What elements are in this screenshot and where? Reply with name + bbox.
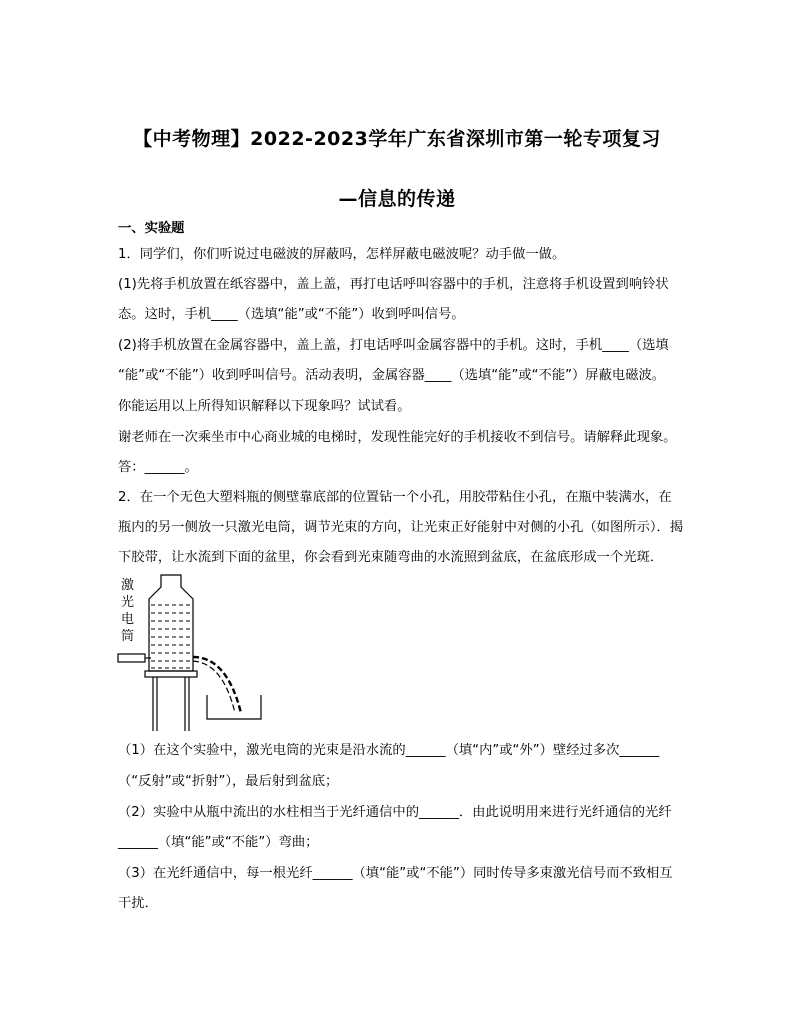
q2-line-1: 2．在一个无色大塑料瓶的侧壁靠底部的位置钻一个小孔，用胶带粘住小孔，在瓶中装满水，在 [118,490,672,505]
q1-line-5: “能”或“不能”）收到呼叫信号。活动表明，金属容器____（选填“能”或“不能”）屏蔽电磁波。 [118,368,666,383]
q1-line-7: 谢老师在一次乘坐市中心商业城的电梯时，发现性能完好的手机接收不到信号。请解释此现象。 [118,430,677,445]
q2-sub1-line-a: （1）在这个实验中，激光电筒的光束是沿水流的______（填“内”或“外”）壁经过多次______ [118,743,660,758]
q2-sub2-line-b: ______（填“能”或“不能”）弯曲； [118,835,319,850]
figure-label-char: 激 [121,578,135,593]
q1-line-3: 态。这时，手机____（选填“能”或“不能”）收到呼叫信号。 [118,307,465,322]
figure-label-char: 电 [121,612,135,627]
section-heading: 一、实验题 [118,221,185,236]
stand-top [145,671,197,677]
document-title-line2: —信息的传递 [338,188,456,210]
document-title-line1: 【中考物理】2022-2023学年广东省深圳市第一轮专项复习 [133,128,661,150]
figure-label [121,577,137,645]
figure-label-char: 光 [121,595,135,610]
q1-line-6: 你能运用以上所得知识解释以下现象吗？试试看。 [118,399,411,414]
q1-line-4: (2)将手机放置在金属容器中，盖上盖，打电话呼叫金属容器中的手机。这时，手机____（选填 [118,338,669,353]
figure-label-char: 筒 [121,629,135,644]
water-dashes [151,605,191,668]
water-stream [193,657,241,713]
q2-line-2: 瓶内的另一侧放一只激光电筒，调节光束的方向，让光束正好能射中对侧的小孔（如图所示）．揭 [118,520,684,535]
q2-sub3-line-b: 干扰． [118,896,158,911]
q1-line-2: (1)先将手机放置在纸容器中，盖上盖，再打电话呼叫容器中的手机，注意将手机设置到响铃状 [118,277,669,292]
bottle-outline [149,575,193,671]
q2-sub2-line-a: （2）实验中从瓶中流出的水柱相当于光纤通信中的______．由此说明用来进行光纤通信的光纤 [118,805,672,820]
q2-sub1-line-b: （“反射”或“折射”），最后射到盆底； [118,774,339,789]
q2-sub3-line-a: （3）在光纤通信中，每一根光纤______（填“能”或“不能”）同时传导多束激光信号而不致相互 [118,866,673,881]
experiment-figure [115,573,265,733]
q1-line-1: 1．同学们，你们听说过电磁波的屏蔽吗，怎样屏蔽电磁波呢？动手做一做。 [118,247,566,262]
q2-line-3: 下胶带，让水流到下面的盆里，你会看到光束随弯曲的水流照到盆底，在盆底形成一个光斑． [118,550,664,565]
laser-flashlight [118,654,145,662]
q1-answer-line: 答：______。 [118,460,198,475]
